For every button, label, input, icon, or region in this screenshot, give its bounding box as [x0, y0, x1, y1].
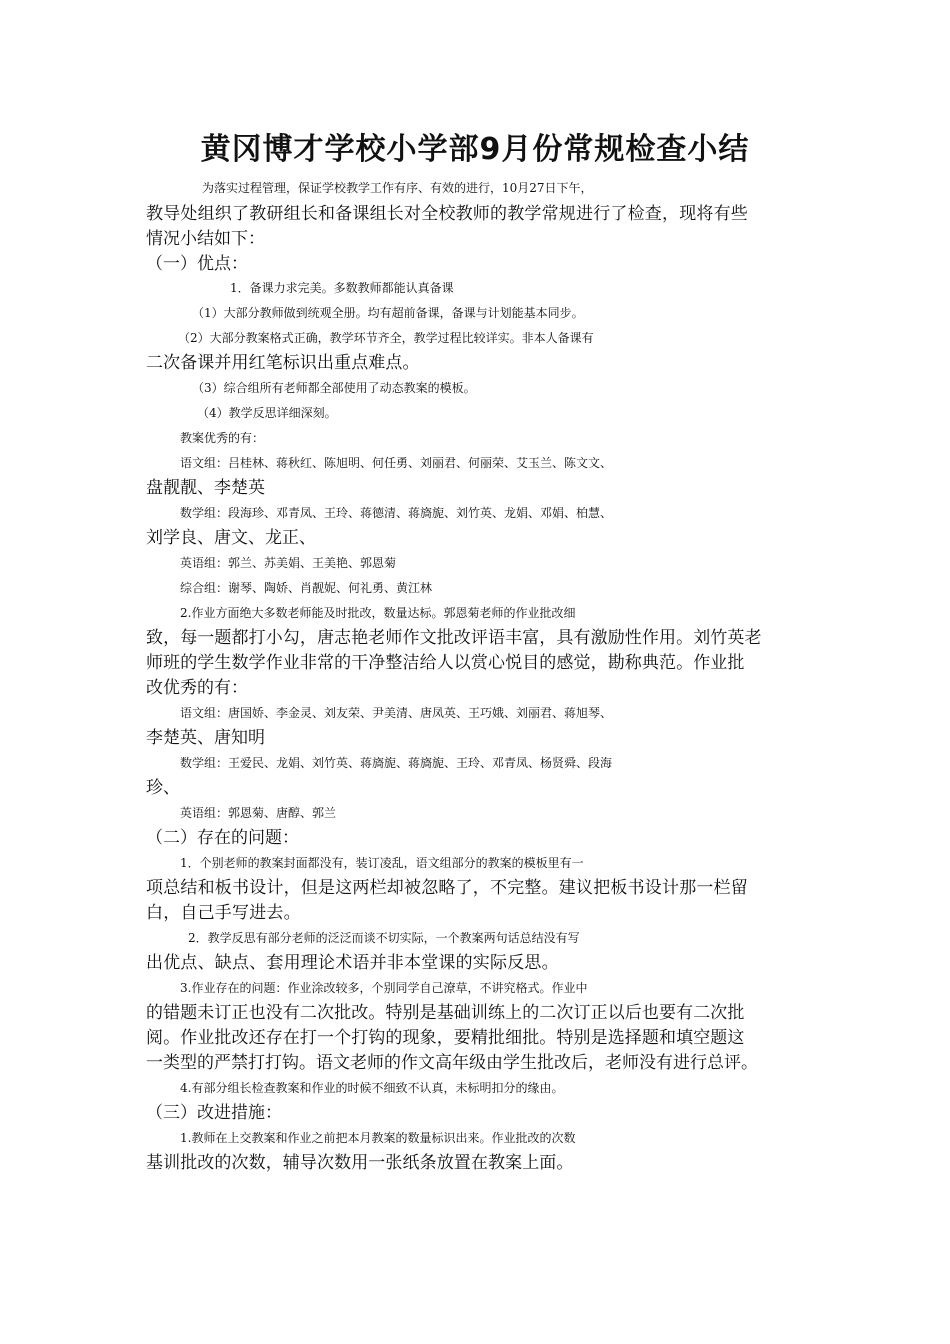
text-line: （3）综合组所有老师都全部使用了动态教案的模板。 — [192, 381, 476, 395]
text-line: （4）教学反思详细深刻。 — [197, 406, 337, 420]
text-line: 盘靓靓、李楚英 — [146, 478, 265, 498]
text-line: 3.作业存在的问题：作业涂改较多，个别同学自己潦草，不讲究格式。作业中 — [180, 981, 588, 995]
text-line: （二）存在的问题： — [146, 828, 299, 848]
text-line: 致，每一题都打小勾，唐志艳老师作文批改评语丰富，具有激励性作用。刘竹英老 — [146, 628, 762, 648]
text-line: （一）优点： — [146, 254, 248, 274]
text-line: 教导处组织了教研组长和备课组长对全校教师的教学常规进行了检查，现将有些 — [146, 204, 748, 224]
text-line: 基训批改的次数，辅导次数用一张纸条放置在教案上面。 — [146, 1153, 574, 1173]
text-line: 2．教学反思有部分老师的泛泛而谈不切实际，一个教案两句话总结没有写 — [188, 931, 580, 945]
text-line: （1）大部分教师做到统观全册。均有超前备课，备课与计划能基本同步。 — [192, 306, 584, 320]
text-line: 语文组：唐国娇、李金灵、刘友荣、尹美清、唐凤英、王巧娥、刘丽君、蒋旭琴、 — [180, 706, 613, 720]
text-line: 阅。作业批改还存在打一个打钩的现象，要精批细批。特别是选择题和填空题这 — [146, 1028, 745, 1048]
text-line: 李楚英、唐知明 — [146, 728, 265, 748]
text-line: 二次备课并用红笔标识出重点难点。 — [146, 353, 420, 373]
text-line: 综合组：谢琴、陶娇、肖靓妮、何礼勇、黄江林 — [180, 581, 433, 595]
text-line: 数学组：王爱民、龙娟、刘竹英、蒋旖旎、蒋旖旎、王玲、邓青凤、杨贤舜、段海 — [180, 756, 613, 770]
text-line: 1．个别老师的教案封面都没有，装订凌乱，语文组部分的教案的模板里有一 — [180, 856, 584, 870]
text-line: （2）大部分教案格式正确，教学环节齐全，教学过程比较详实。非本人备课有 — [178, 331, 594, 345]
text-line: 刘学良、唐文、龙正、 — [146, 528, 316, 548]
text-line: 2.作业方面绝大多数老师能及时批改，数量达标。郭恩菊老师的作业批改细 — [180, 606, 576, 620]
text-line: 项总结和板书设计，但是这两栏却被忽略了，不完整。建议把板书设计那一栏留 — [146, 878, 748, 898]
text-line: 师班的学生数学作业非常的干净整洁给人以赏心悦目的感觉，勘称典范。作业批 — [146, 653, 745, 673]
text-line: 1.教师在上交教案和作业之前把本月教案的数量标识出来。作业批改的次数 — [180, 1131, 576, 1145]
text-line: 出优点、缺点、套用理论术语并非本堂课的实际反思。 — [146, 953, 559, 973]
text-line: 为落实过程管理，保证学校教学工作有序、有效的进行，10月27日下午， — [202, 181, 593, 195]
text-line: 的错题未订正也没有二次批改。特别是基础训练上的二次订正以后也要有二次批 — [146, 1003, 745, 1023]
text-line: 英语组：郭恩菊、唐醇、郭兰 — [180, 806, 337, 820]
text-line: 情况小结如下： — [146, 229, 265, 249]
text-line: 教案优秀的有： — [180, 431, 265, 445]
text-line: （三）改进措施： — [146, 1103, 282, 1123]
text-line: 珍、 — [146, 778, 180, 798]
text-line: 1．备课力求完美。多数教师都能认真备课 — [230, 281, 454, 295]
text-line: 白，自己手写进去。 — [146, 903, 301, 923]
text-line: 语文组：吕桂林、蒋秋红、陈旭明、何任勇、刘丽君、何丽荣、艾玉兰、陈文文、 — [180, 456, 613, 470]
text-line: 一类型的严禁打打钩。语文老师的作文高年级由学生批改后，老师没有进行总评。 — [146, 1053, 758, 1073]
text-line: 英语组：郭兰、苏美娟、王美艳、郭恩菊 — [180, 556, 397, 570]
text-line: 数学组：段海珍、邓青凤、王玲、蒋德清、蒋旖旎、刘竹英、龙娟、邓娟、柏慧、 — [180, 506, 613, 520]
document-title: 黄冈博才学校小学部9月份常规检查小结 — [200, 132, 750, 167]
text-line: 改优秀的有： — [146, 678, 248, 698]
text-line: 4.有部分组长检查教案和作业的时候不细致不认真，未标明扣分的缘由。 — [180, 1081, 564, 1095]
